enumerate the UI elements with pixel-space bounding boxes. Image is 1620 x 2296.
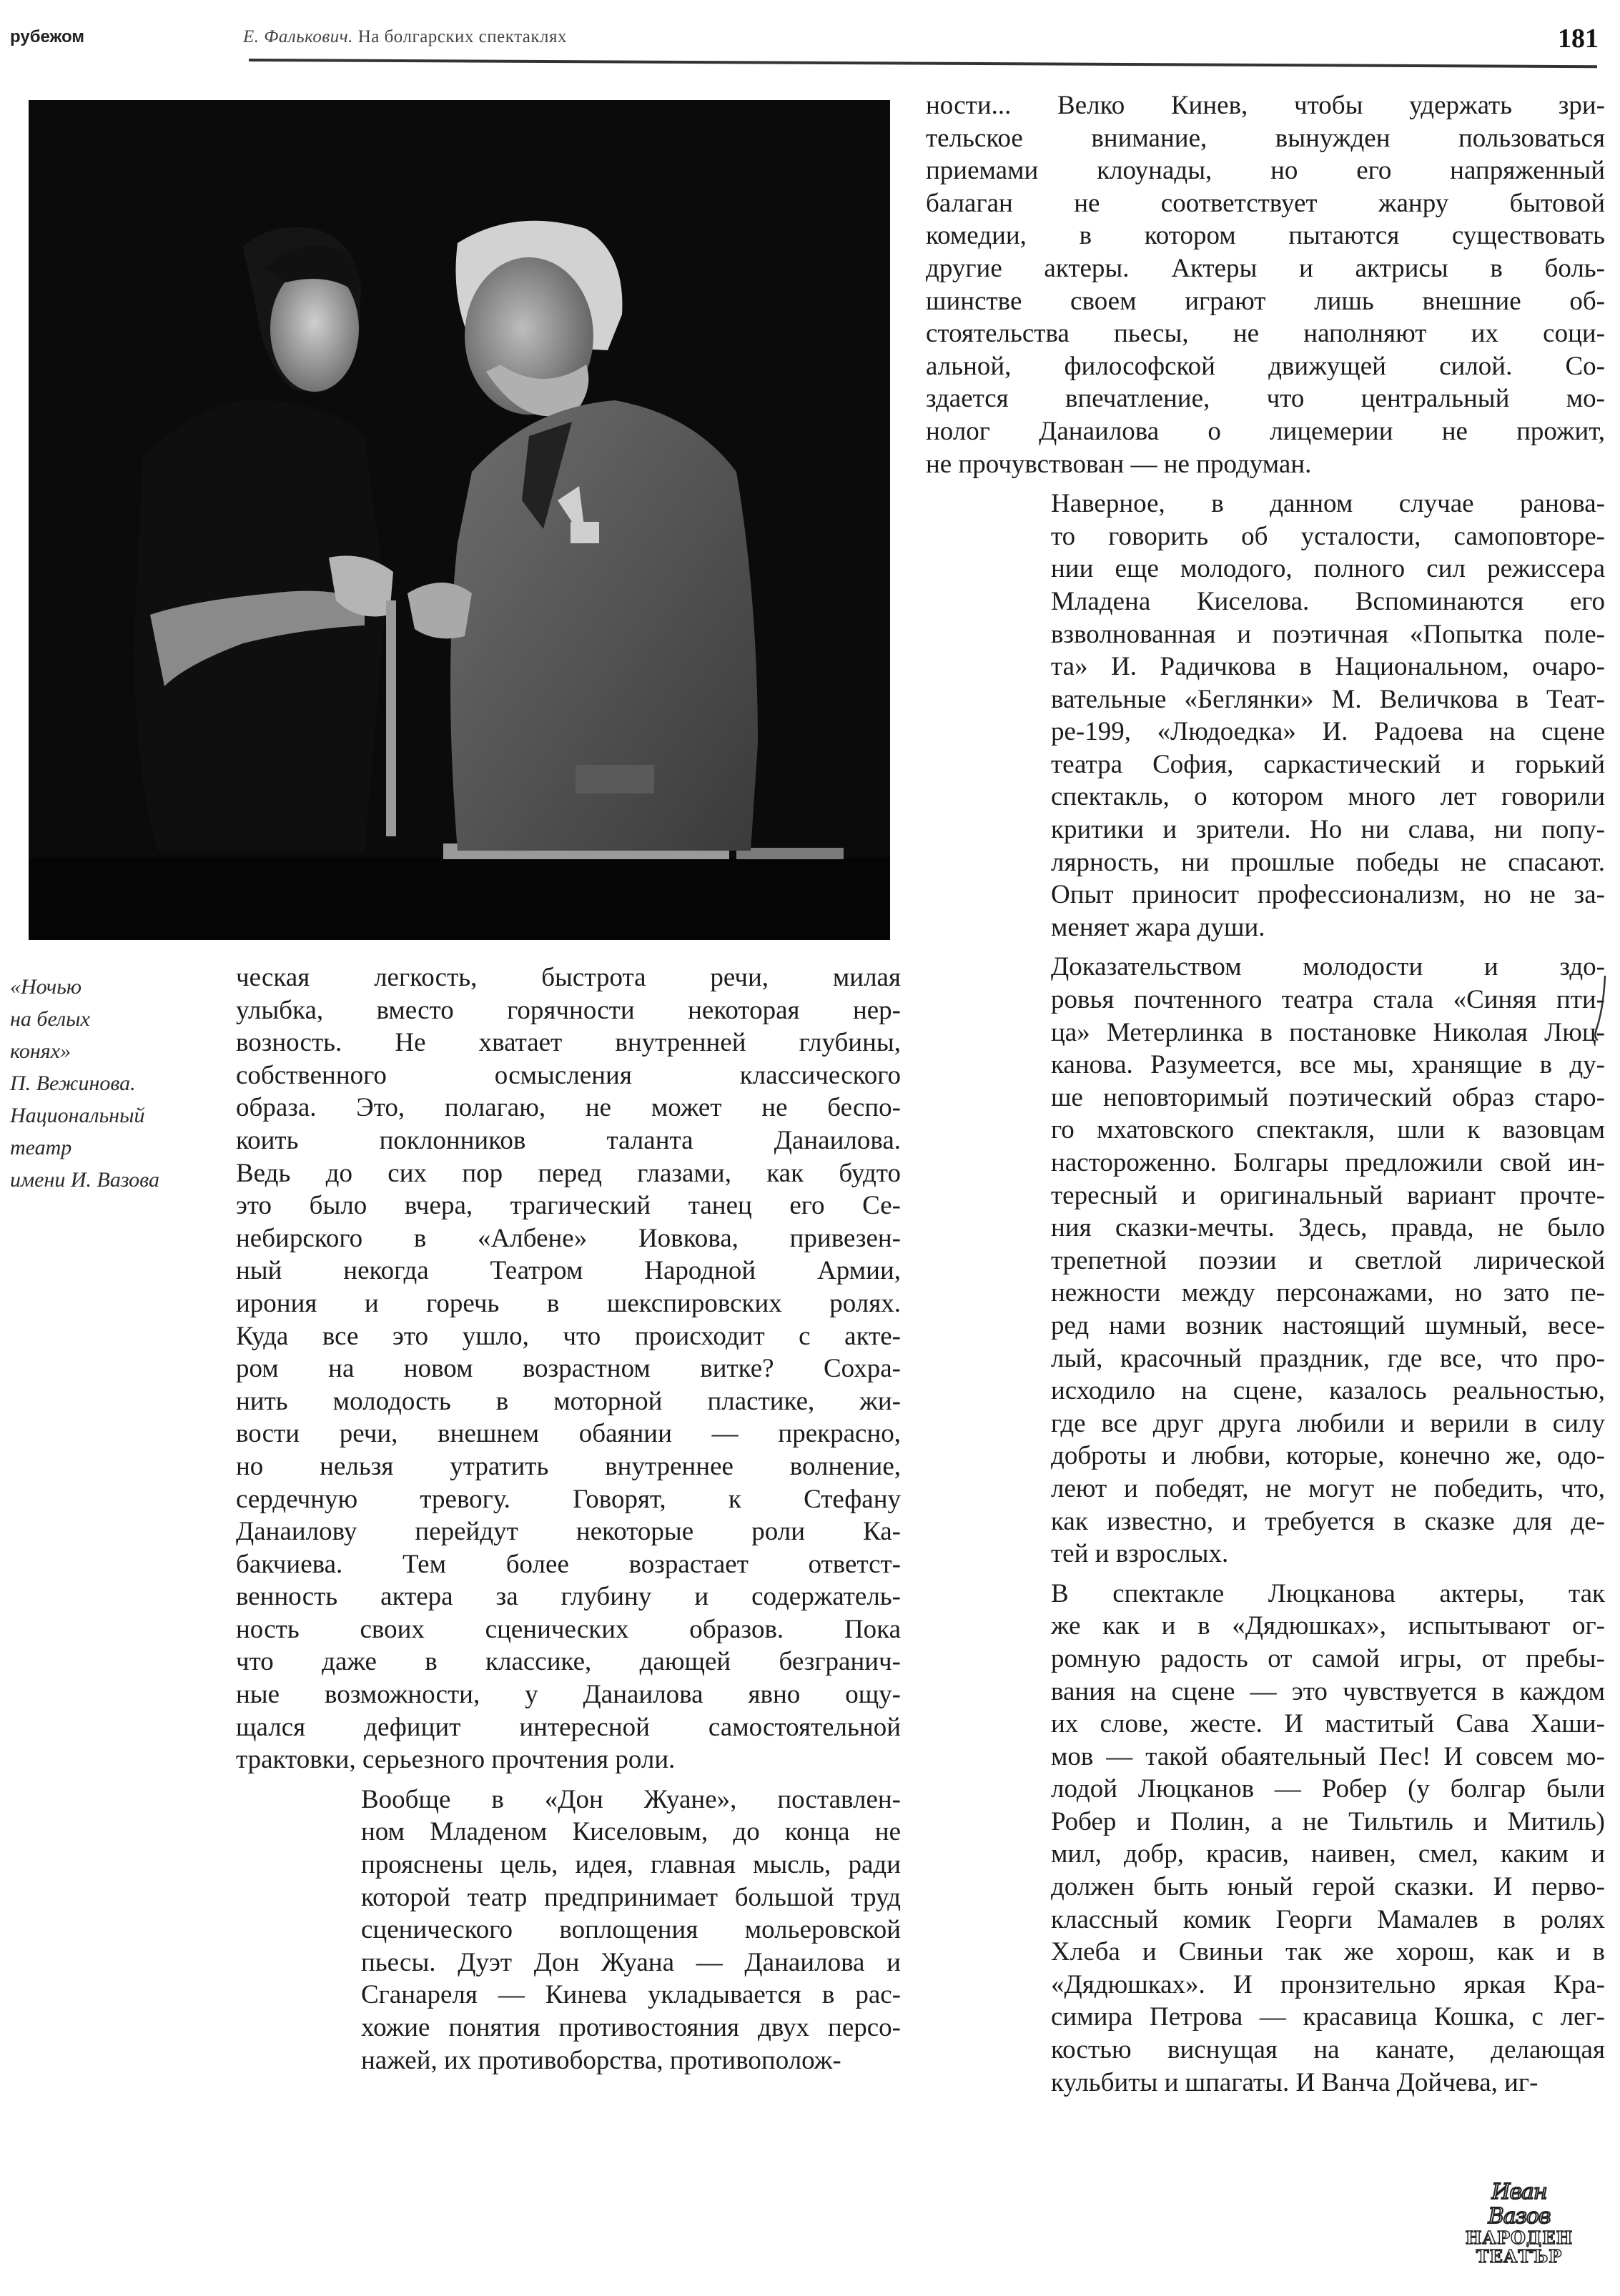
text-line: ческая легкость, быстрота речи, милая [236, 963, 901, 992]
text-line: ром на новом возрастном витке? Сохра- [236, 1354, 901, 1384]
text-line: прояснены цель, идея, главная мысль, ради [361, 1850, 901, 1880]
text-line: Данаилову перейдут некоторые роли Ка- [236, 1517, 901, 1547]
right-text-column [926, 89, 1605, 2099]
paragraph [926, 488, 1605, 944]
text-line: Робер и Полин, а не Тильтиль и Митиль) [1051, 1806, 1605, 1836]
photo-caption [10, 971, 228, 1196]
text-line: приемами клоунады, но его напряженный [926, 156, 1605, 186]
text-line: хожие понятия противостояния двух персо- [361, 2013, 901, 2042]
paragraph [236, 961, 901, 1776]
text-line: симира Петрова — красавица Кошка, с лег- [1051, 2002, 1605, 2032]
text-line: Опыт приносит профессионализм, но не за- [1051, 880, 1605, 910]
stage-photo [29, 100, 890, 940]
section-label: рубежом [10, 27, 85, 46]
text-line: ровья почтенного театра стала «Синяя пти- [1051, 985, 1605, 1015]
text-line: ред нами возник настоящий шумный, весе- [1051, 1310, 1605, 1340]
text-line: ре-199, «Людоедка» И. Радоева на сцене [1051, 717, 1605, 747]
text-line: ше неповторимый поэтический образ старо- [1051, 1082, 1605, 1112]
text-line: Ведь до сих пор перед глазами, как будто [236, 1158, 901, 1188]
handwritten-margin-mark-icon [1584, 972, 1612, 1044]
running-header [0, 0, 1620, 79]
theatre-stamp [1458, 2179, 1580, 2267]
text-line: ный некогда Театром Народной Армии, [236, 1256, 901, 1286]
text-line: улыбка, вместо горячности некоторая нер- [236, 995, 901, 1025]
text-line: Хлеба и Свиньи так же хорош, как и в [1051, 1937, 1605, 1967]
caption-line: «Ночью [10, 975, 82, 999]
text-line: ирония и горечь в шекспировских ролях. [236, 1288, 901, 1318]
caption-line: П. Вежинова. [10, 1072, 136, 1095]
paragraph [926, 89, 1605, 480]
text-line: лый, красочный праздник, где все, что про- [1051, 1343, 1605, 1373]
text-line: венность актера за глубину и содержатель- [236, 1582, 901, 1612]
caption-line: имени И. Вазова [10, 1168, 159, 1192]
text-line: здается впечатление, что центральный мо- [926, 384, 1605, 414]
left-text-column [236, 961, 901, 2077]
text-line: вания на сцене — это чувствуется в каждом [1051, 1676, 1605, 1706]
paragraph [926, 951, 1605, 1570]
text-line: сценического воплощения мольеровской [361, 1915, 901, 1945]
text-line: шинстве своем играют лишь внешние об- [926, 286, 1605, 316]
text-line: не прочувствован — не продуман. [926, 449, 1312, 479]
text-line: ном Младеном Киселовым, до конца не [361, 1817, 901, 1847]
text-line: то говорить об усталости, самоповторе- [1051, 521, 1605, 551]
text-line: альной, философской движущей силой. Со- [926, 351, 1605, 381]
caption-line: на белых [10, 1007, 90, 1031]
text-line: Сганареля — Кинева укладывается в рас- [361, 1980, 901, 2010]
text-line: щался дефицит интересной самостоятельной [236, 1712, 901, 1742]
page-number: 181 [1558, 24, 1599, 54]
text-line: леют и победят, не могут не победить, что, [1051, 1473, 1605, 1503]
text-line: как известно, и требуется в сказке для де- [1051, 1506, 1605, 1536]
text-line: ния сказки-мечты. Здесь, правда, не было [1051, 1213, 1605, 1243]
stamp-line-2: ТЕАТЪР [1476, 2246, 1563, 2267]
text-line: настороженно. Болгары предложили свой ин- [1051, 1148, 1605, 1177]
text-line: нажей, их противоборства, противополож- [361, 2045, 841, 2075]
text-line: канова. Разумеется, все мы, хранящие в ду- [1051, 1050, 1605, 1080]
text-line: возность. Не хватает внутренней глубины, [236, 1028, 901, 1058]
text-line: сердечную тревогу. Говорят, к Стефану [236, 1484, 901, 1514]
text-line: меняет жара души. [1051, 912, 1265, 942]
text-line: нии еще молодого, полного сил режиссера [1051, 554, 1605, 584]
text-line: трактовки, серьезного прочтения роли. [236, 1745, 676, 1775]
text-line: спектакль, о котором много лет говорили [1051, 782, 1605, 812]
text-line: но нельзя утратить внутреннее волнение, [236, 1451, 901, 1481]
text-line: критики и зрители. Но ни слава, ни попу- [1051, 815, 1605, 845]
text-line: их слове, жесте. И маститый Сава Хаши- [1051, 1709, 1605, 1739]
text-line: нежности между персонажами, но зато пе- [1051, 1278, 1605, 1308]
text-line: нить молодость в моторной пластике, жи- [236, 1386, 901, 1416]
text-line: это было вчера, трагический танец его Се- [236, 1191, 901, 1221]
text-line: нолог Данаилова о лицемерии не прожит, [926, 416, 1605, 446]
header-rule [249, 59, 1597, 68]
text-line: вости речи, внешнем обаянии — прекрасно, [236, 1419, 901, 1449]
text-line: го мхатовского спектакля, шли к вазовцам [1051, 1115, 1605, 1145]
stamp-line-1: НАРОДЕН [1465, 2227, 1574, 2248]
text-line: же как и в «Дядюшках», испытывают ог- [1051, 1611, 1605, 1641]
caption-line: Национальный [10, 1104, 145, 1127]
paragraph [236, 1783, 901, 2077]
paragraph [926, 1578, 1605, 2099]
text-line: Куда все это ушло, что происходит с акте- [236, 1321, 901, 1351]
text-line: ность своих сценических образов. Пока [236, 1614, 901, 1644]
text-line: ца» Метерлинка в постановке Николая Люц- [1051, 1017, 1605, 1047]
text-line: собственного осмысления классического [236, 1060, 901, 1090]
text-line: ные возможности, у Данаилова явно ощу- [236, 1680, 901, 1710]
text-line: бакчиева. Тем более возрастает ответст- [236, 1549, 901, 1579]
text-line: «Дядюшках». И пронзительно яркая Кра- [1051, 1969, 1605, 1999]
text-line: стоятельства пьесы, не наполняют их соци- [926, 319, 1605, 349]
caption-line: конях» [10, 1039, 71, 1063]
text-line: где все друг друга любили и верили в силу [1051, 1408, 1605, 1438]
caption-line: театр [10, 1136, 72, 1159]
text-line: тересный и оригинальный вариант прочте- [1051, 1180, 1605, 1210]
text-line: доброты и любви, которые, конечно же, одо- [1051, 1441, 1605, 1471]
text-line: Вообще в «Дон Жуане», поставлен- [361, 1784, 901, 1814]
text-line: небирского в «Албене» Иовкова, привезен- [236, 1223, 901, 1253]
text-line: взволнованная и поэтичная «Попытка поле- [1051, 619, 1605, 649]
article-title: На болгарских спектаклях [357, 27, 568, 46]
stamp-signature: Иван Вазов [1488, 2179, 1551, 2229]
text-line: ромную радость от самой игры, от пребы- [1051, 1643, 1605, 1673]
text-line: мил, добр, красив, наивен, смел, каким и [1051, 1839, 1605, 1869]
text-line: тельское внимание, вынужден пользоваться [926, 123, 1605, 153]
text-line: классный комик Георги Мамалев в ролях [1051, 1904, 1605, 1934]
text-line: лодой Люцканов — Робер (у болгар были [1051, 1774, 1605, 1804]
text-line: театра София, саркастический и горький [1051, 749, 1605, 779]
text-line: лярность, ни прошлые победы не спасают. [1051, 847, 1605, 877]
text-line: исходило на сцене, казалось реальностью, [1051, 1376, 1605, 1406]
text-line: образа. Это, полагаю, не может не беспо- [236, 1093, 901, 1123]
text-line: тей и взрослых. [1051, 1539, 1229, 1569]
text-line: пьесы. Дуэт Дон Жуана — Данаилова и [361, 1947, 901, 1977]
text-line: та» И. Радичкова в Национальном, очаро- [1051, 652, 1605, 682]
text-line: трепетной поэзии и светлой лирической [1051, 1245, 1605, 1275]
text-line: Младена Киселова. Вспоминаются его [1051, 586, 1605, 616]
text-line: Наверное, в данном случае ранова- [1051, 489, 1605, 519]
text-line: костью виснущая на канате, делающая [1051, 2035, 1605, 2065]
running-title [243, 27, 567, 47]
text-line: что даже в классике, дающей безгранич- [236, 1647, 901, 1677]
text-line: В спектакле Люцканова актеры, так [1051, 1578, 1605, 1608]
text-line: кульбиты и шпагаты. И Ванча Дойчева, иг- [1051, 2067, 1538, 2097]
text-line: другие актеры. Актеры и актрисы в боль- [926, 253, 1605, 283]
text-line: должен быть юный герой сказки. И перво- [1051, 1872, 1605, 1902]
text-line: балаган не соответствует жанру бытовой [926, 188, 1605, 218]
text-line: коить поклонников таланта Данаилова. [236, 1125, 901, 1155]
text-line: вательные «Беглянки» М. Величкова в Теат- [1051, 684, 1605, 714]
text-line: Доказательством молодости и здо- [1051, 952, 1605, 982]
text-line: мов — такой обаятельный Пес! И совсем мо- [1051, 1741, 1605, 1771]
article-author: Е. Фалькович. [243, 27, 353, 46]
text-line: комедии, в котором пытаются существовать [926, 221, 1605, 251]
text-line: которой театр предпринимает большой труд [361, 1882, 901, 1912]
photo-image-icon [29, 100, 890, 940]
text-line: ности... Велко Кинев, чтобы удержать зри- [926, 91, 1605, 120]
